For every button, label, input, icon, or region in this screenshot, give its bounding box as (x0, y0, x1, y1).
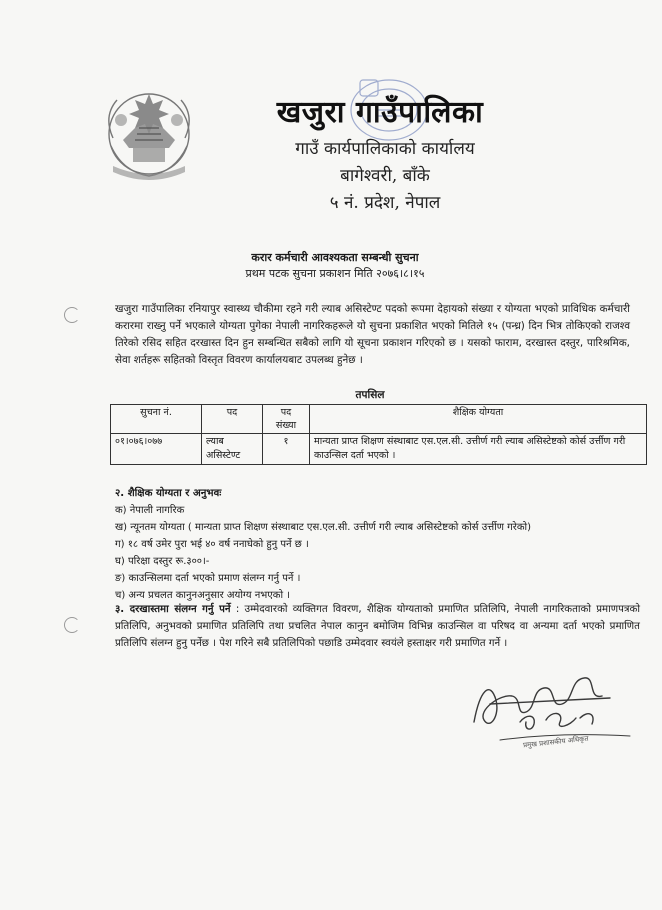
section3-text: : उम्मेदवारको व्यक्तिगत विवरण, शैक्षिक योग्यताको प्रमाणित प्रतिलिपि, नेपाली नागरिकताको प्रमाणपत्रको प्रतिलिपि, अनुभवको प्रमाणित प्रतिलिपि तथा प्रचलित नेपाल कानुन बमोजिम विभिन्न काउन्सिल वा परिषद वा अन्यमा दर्ता भएको प्रमाणित प्रतिलिपि संलग्न हुनु पर्नेछ । पेश गरिने सबै प्रतिलिपिको पछाडि उम्मेदवार स्वयंले हस्ताक्षर गरी प्रमाणित गर्ने । (115, 604, 640, 649)
table-caption: तपसिल (355, 389, 385, 401)
cell-post-line1: ल्याब (206, 436, 224, 447)
notice-date: प्रथम पटक सुचना प्रकाशन मिति २०७६।८।१५ (245, 267, 425, 280)
header-count-line2: संख्या (275, 420, 297, 431)
list-item: ख) न्यूनतम योग्यता ( मान्यता प्राप्त शिक्षण संस्थाबाट एस.एल.सी. उत्तीर्ण गरी ल्याब असिस्टेष्टको कोर्स उर्त्तीण गरेको) (115, 522, 532, 533)
office-place: बागेश्वरी, बाँके (340, 166, 430, 186)
table-header-row (111, 405, 647, 434)
header-post: पद (202, 405, 263, 434)
punch-hole (64, 617, 80, 633)
cell-count: १ (263, 434, 310, 465)
office-name: गाउँ कार्यपालिकाको कार्यालय (295, 139, 475, 159)
signature-icon (460, 660, 640, 750)
section3-paragraph (115, 601, 640, 652)
municipality-name: खजुरा गाउँपालिका (276, 95, 484, 130)
section3-heading: ३. दरखास्तमा संलग्न गर्नु पर्ने (115, 604, 231, 615)
header-notice-no: सुचना नं. (111, 405, 202, 434)
cell-post (202, 434, 263, 465)
nepal-emblem-icon (93, 76, 205, 188)
cell-qualification: मान्यता प्राप्त शिक्षण संस्थाबाट एस.एल.सी. उत्तीर्ण गरी ल्याब असिस्टेष्टको कोर्स उर्त्तीण गरी काउन्सिल दर्ता भएको । (310, 434, 647, 465)
header-qualification: शैक्षिक योग्यता (310, 405, 647, 434)
notice-body: खजुरा गाउँपालिका रनियापुर स्वास्थ्य चौकीमा रहने गरी ल्याब असिस्टेण्ट पदको रूपमा देहायको संख्या र योग्यता भएको प्राविधिक कर्मचारी करारमा राख्नु पर्ने भएकाले योग्यता पुगेका नेपाली नागरिकहरूले यो सुचना प्रकाशित भएको मितिले १५ (पन्ध्र) दिन भित्र तोकिएको राजश्व तिरेको रसिद सहित दरखास्त दिन हुन सम्बन्धित सबैको लागि यो सूचना प्रकाशन गरिएको छ । यसको फाराम, दरखास्त दस्तुर, पारिश्रमिक, सेवा शर्तहरू सहितको विस्तृत विवरण कार्यालयबाट उपलब्ध हुनेछ । (115, 303, 630, 366)
list-item: क) नेपाली नागरिक (115, 505, 185, 516)
signature-stamp-text: प्रमुख प्रशासकीय अधिकृत (522, 734, 589, 750)
cell-notice-no: ०१।०७६।०७७ (111, 434, 202, 465)
list-item: ग) १८ वर्ष उमेर पुरा भई ४० वर्ष ननाघेको हुनु पर्ने छ । (115, 539, 309, 550)
cell-post-line2: असिस्टेण्ट (206, 450, 241, 461)
office-province: ५ नं. प्रदेश, नेपाल (329, 193, 441, 213)
section2-heading: २. शैक्षिक योग्यता र अनुभवः (115, 488, 222, 499)
vacancy-table (110, 404, 647, 465)
table-row (111, 434, 647, 465)
list-item: घ) परिक्षा दस्तुर रू.३००।- (115, 556, 210, 567)
header-count-line1: पद (280, 407, 292, 418)
list-item: च) अन्य प्रचलत कानुनअनुसार अयोग्य नभएको । (115, 590, 291, 601)
notice-title: करार कर्मचारी आवश्यकता सम्बन्धी सुचना (251, 251, 419, 264)
punch-hole (64, 307, 80, 323)
list-item: ङ) काउन्सिलमा दर्ता भएको प्रमाण संलग्न गर्नु पर्ने । (115, 573, 301, 584)
header-count (263, 405, 310, 434)
